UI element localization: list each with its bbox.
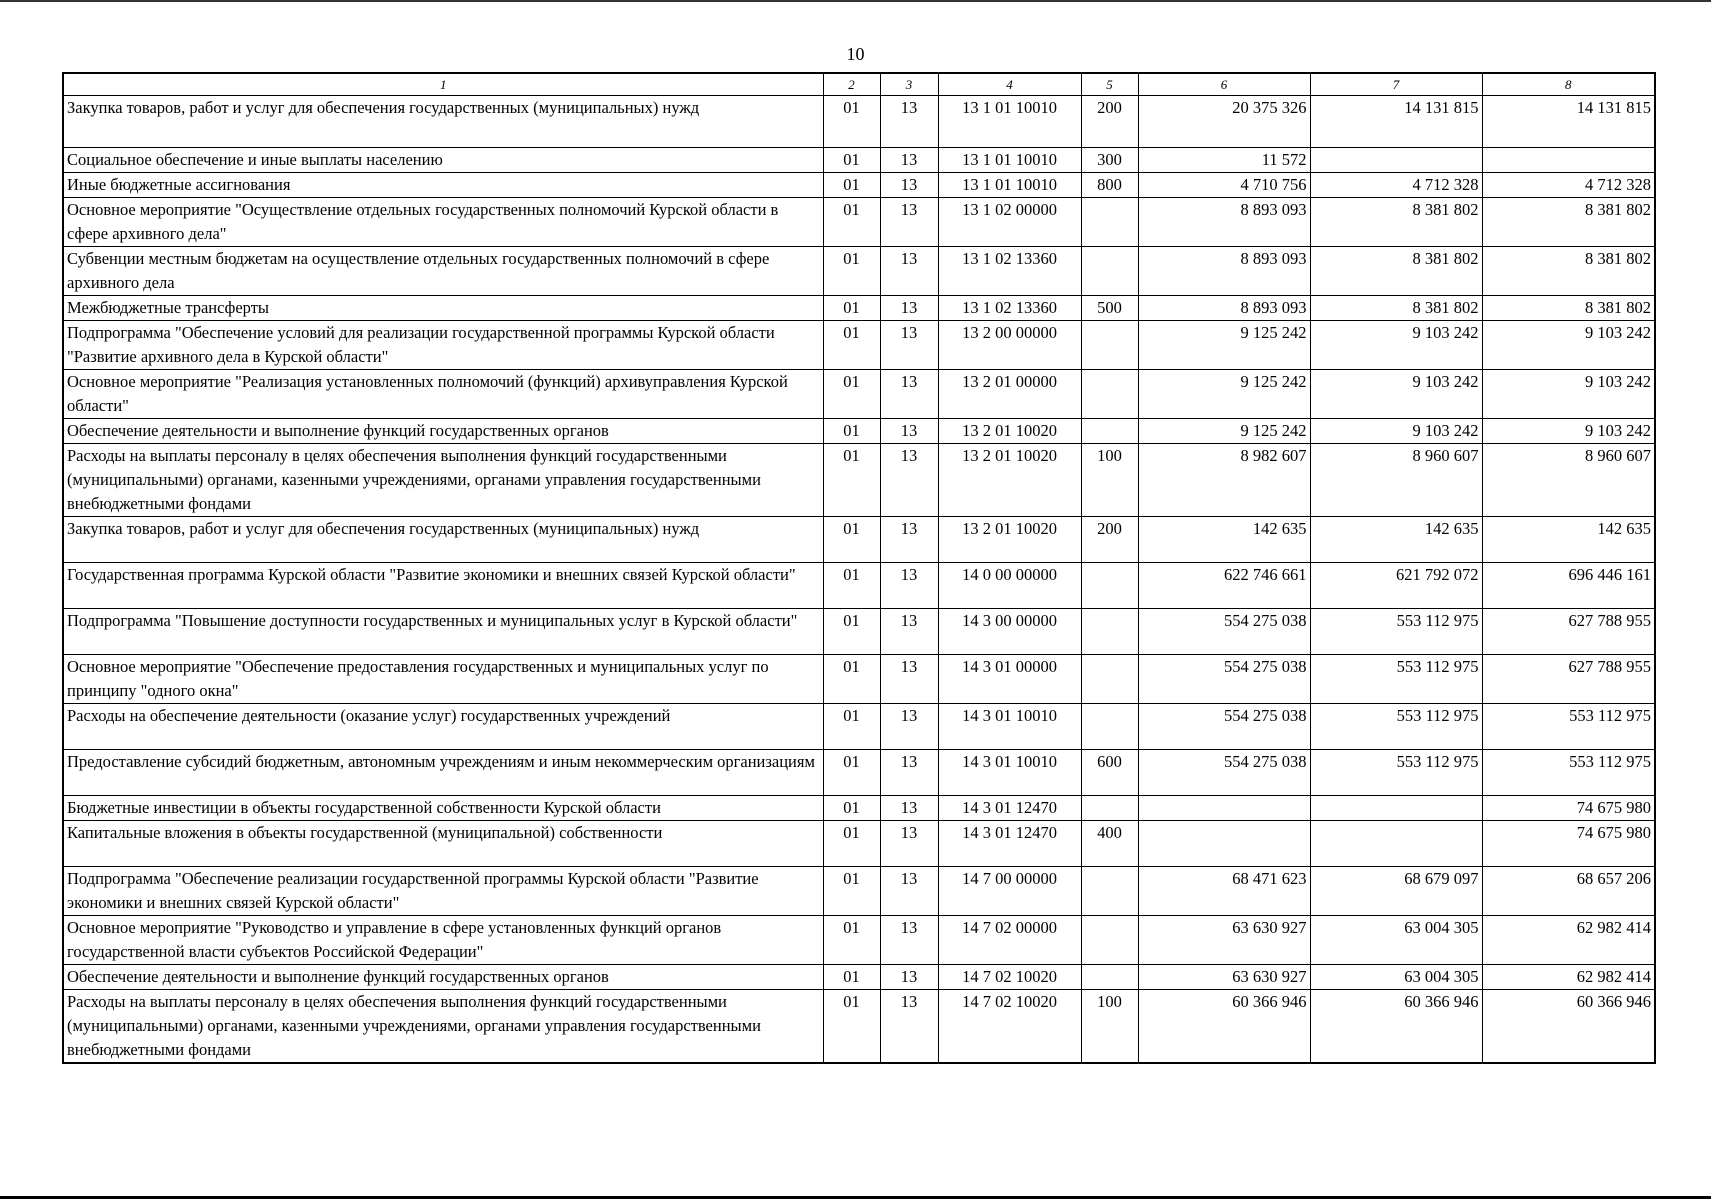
row-section: 01 [823,796,880,821]
row-subsection: 13 [880,655,938,704]
page-bottom-edge [0,1196,1711,1199]
row-name: Расходы на обеспечение деятельности (оказание услуг) государственных учреждений [63,704,823,750]
row-name: Подпрограмма "Обеспечение условий для реализации государственной программы Курской области "Развитие архивного дела в Курской области" [63,321,823,370]
row-expense-type: 100 [1081,444,1138,517]
row-subsection: 13 [880,990,938,1064]
row-name: Подпрограмма "Обеспечение реализации государственной программы Курской области "Развитие экономики и внешних связей Курской области" [63,867,823,916]
table-row [63,370,1655,419]
row-amount-2020: 8 381 802 [1310,296,1482,321]
row-amount-2020: 14 131 815 [1310,96,1482,148]
row-amount-2020 [1310,148,1482,173]
row-target-code: 13 1 01 10010 [938,148,1081,173]
table-row [63,247,1655,296]
row-amount-2020: 142 635 [1310,517,1482,563]
row-section: 01 [823,198,880,247]
row-amount-2021: 60 366 946 [1482,990,1655,1064]
row-target-code: 13 2 01 10020 [938,444,1081,517]
table-row [63,990,1655,1064]
row-amount-2021: 627 788 955 [1482,609,1655,655]
row-expense-type [1081,247,1138,296]
row-amount-2021: 74 675 980 [1482,821,1655,867]
row-name: Расходы на выплаты персоналу в целях обеспечения выполнения функций государственными (муниципальными) органами, казенными учреждениями, органами управления государственными внебюджетными фондами [63,990,823,1064]
row-section: 01 [823,821,880,867]
row-subsection: 13 [880,821,938,867]
header-col-6: 6 [1138,73,1310,96]
row-expense-type: 800 [1081,173,1138,198]
row-amount-2021: 9 103 242 [1482,370,1655,419]
table-row [63,148,1655,173]
row-section: 01 [823,321,880,370]
row-amount-2019: 554 275 038 [1138,750,1310,796]
row-subsection: 13 [880,563,938,609]
row-amount-2020: 553 112 975 [1310,609,1482,655]
row-name: Закупка товаров, работ и услуг для обеспечения государственных (муниципальных) нужд [63,96,823,148]
table-row [63,796,1655,821]
row-amount-2021: 8 381 802 [1482,198,1655,247]
row-section: 01 [823,750,880,796]
row-section: 01 [823,444,880,517]
row-name: Основное мероприятие "Реализация установленных полномочий (функций) архивуправления Курской области" [63,370,823,419]
row-section: 01 [823,704,880,750]
row-subsection: 13 [880,867,938,916]
row-section: 01 [823,655,880,704]
row-amount-2019: 20 375 326 [1138,96,1310,148]
row-expense-type: 300 [1081,148,1138,173]
row-amount-2020: 63 004 305 [1310,916,1482,965]
row-expense-type: 200 [1081,96,1138,148]
row-section: 01 [823,990,880,1064]
row-amount-2019: 9 125 242 [1138,419,1310,444]
row-name: Основное мероприятие "Осуществление отдельных государственных полномочий Курской области в сфере архивного дела" [63,198,823,247]
row-amount-2020: 553 112 975 [1310,750,1482,796]
table-row [63,867,1655,916]
row-amount-2019: 63 630 927 [1138,916,1310,965]
row-name: Предоставление субсидий бюджетным, автономным учреждениям и иным некоммерческим организациям [63,750,823,796]
row-amount-2019: 142 635 [1138,517,1310,563]
row-subsection: 13 [880,148,938,173]
row-target-code: 13 1 01 10010 [938,173,1081,198]
row-subsection: 13 [880,965,938,990]
row-amount-2019: 9 125 242 [1138,321,1310,370]
table-body [63,96,1655,1064]
header-col-3: 3 [880,73,938,96]
row-name: Обеспечение деятельности и выполнение функций государственных органов [63,419,823,444]
row-expense-type [1081,419,1138,444]
row-amount-2020: 4 712 328 [1310,173,1482,198]
row-subsection: 13 [880,916,938,965]
row-expense-type [1081,965,1138,990]
row-target-code: 13 1 01 10010 [938,96,1081,148]
row-amount-2019: 11 572 [1138,148,1310,173]
page-top-edge [0,0,1711,2]
row-target-code: 14 3 01 00000 [938,655,1081,704]
row-subsection: 13 [880,517,938,563]
row-target-code: 14 3 01 12470 [938,796,1081,821]
row-amount-2019 [1138,796,1310,821]
row-subsection: 13 [880,704,938,750]
row-subsection: 13 [880,96,938,148]
row-name: Основное мероприятие "Обеспечение предоставления государственных и муниципальных услуг по принципу "одного окна" [63,655,823,704]
row-amount-2020: 68 679 097 [1310,867,1482,916]
row-section: 01 [823,609,880,655]
row-expense-type [1081,321,1138,370]
row-amount-2021: 9 103 242 [1482,321,1655,370]
row-amount-2021: 8 381 802 [1482,247,1655,296]
row-target-code: 13 2 00 00000 [938,321,1081,370]
row-subsection: 13 [880,609,938,655]
row-amount-2021: 62 982 414 [1482,965,1655,990]
table-row [63,609,1655,655]
row-expense-type [1081,655,1138,704]
header-col-8: 8 [1482,73,1655,96]
row-name: Иные бюджетные ассигнования [63,173,823,198]
row-expense-type: 500 [1081,296,1138,321]
row-amount-2020: 9 103 242 [1310,321,1482,370]
row-amount-2019: 554 275 038 [1138,609,1310,655]
row-name: Капитальные вложения в объекты государственной (муниципальной) собственности [63,821,823,867]
row-amount-2020 [1310,796,1482,821]
row-target-code: 14 3 01 10010 [938,750,1081,796]
row-subsection: 13 [880,444,938,517]
row-section: 01 [823,419,880,444]
row-amount-2020: 8 381 802 [1310,247,1482,296]
table-row [63,419,1655,444]
row-amount-2019: 8 893 093 [1138,247,1310,296]
row-subsection: 13 [880,321,938,370]
row-amount-2020: 9 103 242 [1310,419,1482,444]
row-amount-2021: 4 712 328 [1482,173,1655,198]
row-section: 01 [823,867,880,916]
row-amount-2021: 142 635 [1482,517,1655,563]
row-target-code: 14 7 02 10020 [938,965,1081,990]
row-target-code: 14 3 01 12470 [938,821,1081,867]
table-row [63,173,1655,198]
row-target-code: 13 2 01 10020 [938,419,1081,444]
row-name: Подпрограмма "Повышение доступности государственных и муниципальных услуг в Курской области" [63,609,823,655]
row-section: 01 [823,173,880,198]
table-row [63,655,1655,704]
row-amount-2019: 9 125 242 [1138,370,1310,419]
row-name: Закупка товаров, работ и услуг для обеспечения государственных (муниципальных) нужд [63,517,823,563]
row-section: 01 [823,370,880,419]
row-amount-2019: 554 275 038 [1138,655,1310,704]
header-col-2: 2 [823,73,880,96]
row-amount-2021: 8 381 802 [1482,296,1655,321]
row-name: Расходы на выплаты персоналу в целях обеспечения выполнения функций государственными (муниципальными) органами, казенными учреждениями, органами управления государственными внебюджетными фондами [63,444,823,517]
row-name: Межбюджетные трансферты [63,296,823,321]
row-target-code: 14 0 00 00000 [938,563,1081,609]
row-amount-2021: 8 960 607 [1482,444,1655,517]
row-name: Государственная программа Курской области "Развитие экономики и внешних связей Курской области" [63,563,823,609]
row-amount-2021: 9 103 242 [1482,419,1655,444]
row-section: 01 [823,965,880,990]
row-amount-2019: 4 710 756 [1138,173,1310,198]
row-target-code: 14 7 02 10020 [938,990,1081,1064]
row-amount-2021: 553 112 975 [1482,704,1655,750]
row-subsection: 13 [880,750,938,796]
row-amount-2020: 60 366 946 [1310,990,1482,1064]
row-amount-2021: 627 788 955 [1482,655,1655,704]
row-subsection: 13 [880,796,938,821]
header-col-4: 4 [938,73,1081,96]
table-row [63,821,1655,867]
row-amount-2019: 622 746 661 [1138,563,1310,609]
row-amount-2020 [1310,821,1482,867]
table-row [63,198,1655,247]
row-amount-2019: 8 893 093 [1138,296,1310,321]
row-amount-2020: 9 103 242 [1310,370,1482,419]
row-target-code: 13 2 01 00000 [938,370,1081,419]
table-row [63,444,1655,517]
header-col-1: 1 [63,73,823,96]
row-amount-2020: 621 792 072 [1310,563,1482,609]
row-amount-2019: 8 893 093 [1138,198,1310,247]
row-subsection: 13 [880,370,938,419]
row-expense-type: 100 [1081,990,1138,1064]
table-row [63,321,1655,370]
row-name: Субвенции местным бюджетам на осуществление отдельных государственных полномочий в сфере архивного дела [63,247,823,296]
row-target-code: 14 3 01 10010 [938,704,1081,750]
row-section: 01 [823,916,880,965]
header-col-5: 5 [1081,73,1138,96]
table-row [63,750,1655,796]
row-expense-type [1081,704,1138,750]
row-section: 01 [823,296,880,321]
budget-table [62,72,1656,1064]
page-number: 10 [846,44,865,64]
row-amount-2021: 68 657 206 [1482,867,1655,916]
table-row [63,916,1655,965]
row-expense-type [1081,370,1138,419]
row-amount-2019: 60 366 946 [1138,990,1310,1064]
table-row [63,704,1655,750]
row-amount-2021: 74 675 980 [1482,796,1655,821]
row-expense-type: 400 [1081,821,1138,867]
row-subsection: 13 [880,419,938,444]
row-amount-2020: 63 004 305 [1310,965,1482,990]
header-row [63,73,1655,96]
row-expense-type [1081,563,1138,609]
row-expense-type [1081,916,1138,965]
row-amount-2021: 553 112 975 [1482,750,1655,796]
row-expense-type [1081,609,1138,655]
row-amount-2019: 63 630 927 [1138,965,1310,990]
row-expense-type: 600 [1081,750,1138,796]
table-row [63,96,1655,148]
row-amount-2020: 553 112 975 [1310,704,1482,750]
row-subsection: 13 [880,296,938,321]
table-row [63,296,1655,321]
row-subsection: 13 [880,173,938,198]
row-section: 01 [823,247,880,296]
row-expense-type [1081,796,1138,821]
row-expense-type: 200 [1081,517,1138,563]
row-subsection: 13 [880,198,938,247]
row-amount-2021: 696 446 161 [1482,563,1655,609]
row-name: Основное мероприятие "Руководство и управление в сфере установленных функций органов государственной власти субъектов Российской Федерации" [63,916,823,965]
table-row [63,965,1655,990]
row-expense-type [1081,867,1138,916]
row-section: 01 [823,96,880,148]
row-section: 01 [823,563,880,609]
row-section: 01 [823,517,880,563]
row-amount-2019: 68 471 623 [1138,867,1310,916]
header-col-7: 7 [1310,73,1482,96]
row-target-code: 13 2 01 10020 [938,517,1081,563]
row-amount-2019 [1138,821,1310,867]
row-expense-type [1081,198,1138,247]
row-target-code: 13 1 02 13360 [938,247,1081,296]
row-amount-2021: 14 131 815 [1482,96,1655,148]
row-amount-2020: 8 960 607 [1310,444,1482,517]
row-target-code: 13 1 02 00000 [938,198,1081,247]
row-amount-2019: 8 982 607 [1138,444,1310,517]
row-name: Социальное обеспечение и иные выплаты населению [63,148,823,173]
row-target-code: 14 7 02 00000 [938,916,1081,965]
row-name: Бюджетные инвестиции в объекты государственной собственности Курской области [63,796,823,821]
row-target-code: 14 3 00 00000 [938,609,1081,655]
table-row [63,517,1655,563]
row-subsection: 13 [880,247,938,296]
table-row [63,563,1655,609]
row-amount-2021 [1482,148,1655,173]
row-target-code: 14 7 00 00000 [938,867,1081,916]
row-amount-2019: 554 275 038 [1138,704,1310,750]
row-name: Обеспечение деятельности и выполнение функций государственных органов [63,965,823,990]
row-target-code: 13 1 02 13360 [938,296,1081,321]
row-amount-2020: 8 381 802 [1310,198,1482,247]
row-section: 01 [823,148,880,173]
row-amount-2021: 62 982 414 [1482,916,1655,965]
row-amount-2020: 553 112 975 [1310,655,1482,704]
